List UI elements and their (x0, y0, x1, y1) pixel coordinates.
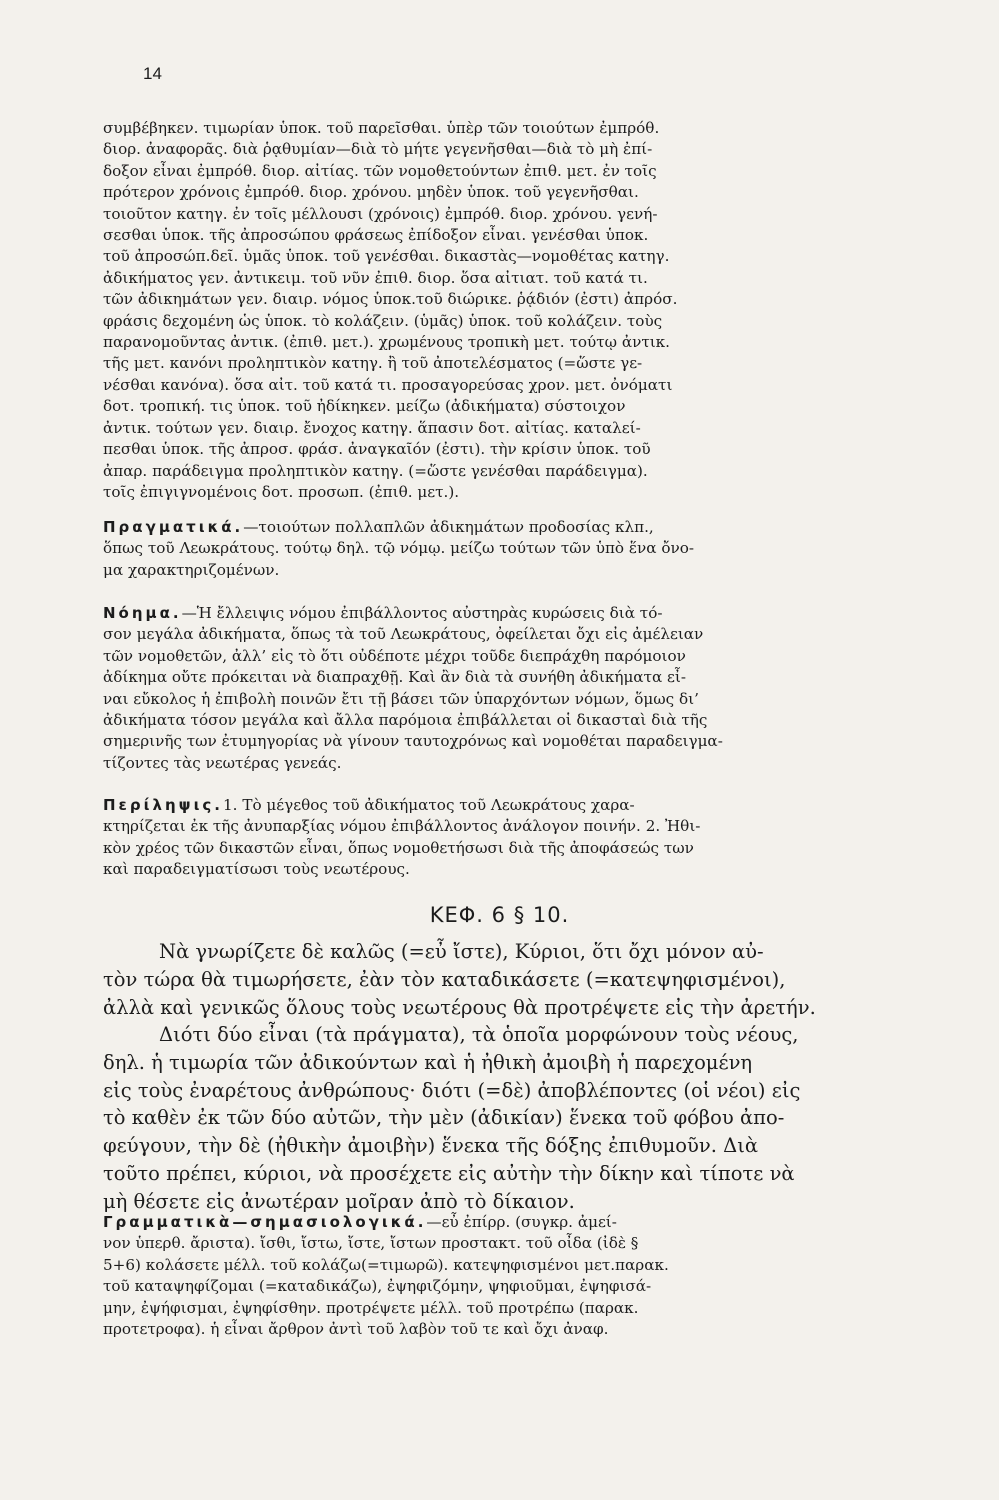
gloss-line: τῶν ἀδικημάτων γεν. διαιρ. νόμος ὑποκ.τοῦ διώρικε. ῥᾴδιόν (ἐστι) ἀπρόσ. (103, 290, 678, 309)
translation-line: Διότι δύο εἶναι (τὰ πράγματα), τὰ ὁποῖα μορφώνουν τοὺς νέους, (159, 1023, 799, 1046)
gloss-line: ἀπαρ. παράδειγμα προληπτικὸν κατηγ. (=ὥστε γενέσθαι παράδειγμα). (103, 461, 648, 480)
section-pragmatika (103, 517, 903, 581)
translation-line: τὸν τώρα θὰ τιμωρήσετε, ἐὰν τὸν καταδικάσετε (=κατεψηφισμένοι), (103, 967, 786, 991)
section-grammar (103, 1212, 903, 1340)
section-line: σημερινῆς των ἐτυμηγορίας νὰ γίνουν ταυτοχρόνως καὶ νομοθέται παραδειγμα- (103, 732, 723, 751)
grammar-line: 5+6) κολάσετε μέλλ. τοῦ κολάζω(=τιμωρῶ). κατεψηφισμένοι μετ.παρακ. (103, 1255, 669, 1274)
section-line: τῶν νομοθετῶν, ἀλλ’ εἰς τὸ ὅτι οὐδέποτε μέχρι τοῦδε διεπράχθη παρόμοιον (103, 646, 686, 665)
section-line: ἀδικήματα τόσον μεγάλα καὶ ἄλλα παρόμοια ἐπιβάλλεται οἱ δικασταὶ διὰ τῆς (103, 711, 708, 730)
gloss-line: τοιοῦτον κατηγ. ἐν τοῖς μέλλουσι (χρόνοις) ἐμπρόθ. διορ. χρόνου. γενή- (103, 204, 658, 223)
section-line: καὶ παραδειγματίσωσι τοὺς νεωτέρους. (103, 860, 410, 879)
gloss-line: ἀδικήματος γεν. ἀντικειμ. τοῦ νῦν ἐπιθ. διορ. ὅσα αἰτιατ. τοῦ κατά τι. (103, 268, 648, 287)
section-line: ἀδίκημα οὔτε πρόκειται νὰ διαπραχθῇ. Καὶ ἂν διὰ τὰ συνήθη ἀδικήματα εἶ- (103, 668, 687, 687)
grammar-line: νον ὑπερθ. ἄριστα). ἴσθι, ἴστω, ἴστε, ἴστων προστακτ. τοῦ οἶδα (ἰδὲ § (103, 1234, 639, 1253)
translation-line: τὸ καθὲν ἐκ τῶν δύο αὐτῶν, τὴν μὲν (ἀδικίαν) ἕνεκα τοῦ φόβου ἀπο- (103, 1106, 785, 1130)
translation-line: Νὰ γνωρίζετε δὲ καλῶς (=εὖ ἴστε), Κύριοι, ὅτι ὄχι μόνον αὐ- (159, 940, 764, 963)
grammar-line: μην, ἐψήφισμαι, ἐψηφίσθην. προτρέψετε μέλλ. τοῦ προτρέπω (παρακ. (103, 1298, 639, 1317)
section-line: κτηρίζεται ἐκ τῆς ἀνυπαρξίας νόμου ἐπιβάλλοντος ἀνάλογον ποινήν. 2. Ἠθι- (103, 817, 701, 836)
translation-line: εἰς τοὺς ἐναρέτους ἀνθρώπους· διότι (=δὲ) ἀποβλέποντες (οἱ νέοι) εἰς (103, 1078, 801, 1102)
gloss-line: πεσθαι ὑποκ. τῆς ἀπροσ. φράσ. ἀναγκαῖόν (ἐστι). τὴν κρίσιν ὑποκ. τοῦ (103, 440, 651, 459)
section-line: —τοιούτων πολλαπλῶν ἀδικημάτων προδοσίας κλπ., (243, 518, 654, 536)
gloss-line: νέσθαι κανόνα). ὅσα αἰτ. τοῦ κατά τι. προσαγορεύσας χρον. μετ. ὀνόματι (103, 375, 673, 394)
gloss-line: τῆς μετ. κανόνι προληπτικὸν κατηγ. ἢ τοῦ ἀποτελέσματος (=ὥστε γε- (103, 354, 643, 373)
grammar-line: τοῦ καταψηφίζομαι (=καταδικάζω), ἐψηφιζόμην, ψηφιοῦμαι, ἐψηφισά- (103, 1277, 652, 1296)
section-line: ναι εὔκολος ἡ ἐπιβολὴ ποινῶν ἔτι τῇ βάσει τῶν ὑπαρχόντων νόμων, ὅμως δι’ (103, 689, 699, 708)
translation-line: τοῦτο πρέπει, κύριοι, νὰ προσέχετε εἰς αὐτὴν τὴν δίκην καὶ τίποτε νὰ (103, 1161, 795, 1185)
gloss-line: παρανομοῦντας ἀντικ. (ἐπιθ. μετ.). χρωμένους τροπικὴ μετ. τούτῳ ἀντικ. (103, 333, 671, 352)
gloss-line: δοτ. τροπική. τις ὑποκ. τοῦ ἠδίκηκεν. μείζω (ἀδικήματα) σύστοιχον (103, 397, 626, 416)
translation-line: δηλ. ἡ τιμωρία τῶν ἀδικούντων καὶ ἡ ἠθικὴ ἀμοιβὴ ἡ παρεχομένη (103, 1050, 753, 1074)
gloss-line: φράσις δεχομένη ὡς ὑποκ. τὸ κολάζειν. (ὑμᾶς) ὑποκ. τοῦ κολάζειν. τοὺς (103, 311, 663, 330)
section-line: ὅπως τοῦ Λεωκράτους. τούτῳ δηλ. τῷ νόμῳ. μείζω τούτων τῶν ὑπὸ ἕνα ὄνο- (103, 539, 695, 558)
grammar-line: —εὖ ἐπίρρ. (συγκρ. ἀμεί- (426, 1213, 617, 1231)
translation-line: φεύγουν, τὴν δὲ (ἠθικὴν ἀμοιβὴν) ἕνεκα τῆς δόξης ἐπιθυμοῦν. Διὰ (103, 1134, 759, 1158)
section-noima (103, 603, 903, 774)
grammatical-gloss (103, 118, 903, 503)
grammar-line: προτετροφα). ἡ εἶναι ἄρθρον ἀντὶ τοῦ λαβὸν τοῦ τε καὶ ὄχι ἀναφ. (103, 1320, 609, 1339)
section-line: κὸν χρέος τῶν δικαστῶν εἶναι, ὅπως νομοθετήσωσι διὰ τῆς ἀποφάσεώς των (103, 838, 694, 857)
gloss-line: τοῖς ἐπιγιγνομένοις δοτ. προσωπ. (ἐπιθ. μετ.). (103, 482, 460, 501)
gloss-line: σεσθαι ὑποκ. τῆς ἀπροσώπου φράσεως ἐπίδοξον εἶναι. γενέσθαι ὑποκ. (103, 226, 649, 245)
translation-line: μὴ θέσετε εἰς ἀνωτέραν μοῖραν ἀπὸ τὸ δίκαιον. (103, 1189, 575, 1213)
section-title-perilipsis: Περίληψις. (103, 796, 223, 814)
section-line: 1. Τὸ μέγεθος τοῦ ἀδικήματος τοῦ Λεωκράτους χαρα- (223, 796, 635, 814)
translation-paragraph-1 (103, 938, 903, 1021)
section-perilipsis (103, 795, 903, 881)
gloss-line: πρότερον χρόνοις ἐμπρόθ. διορ. χρόνου. μηδὲν ὑποκ. τοῦ γεγενῆσθαι. (103, 183, 639, 202)
section-title-pragmatika: Πραγματικά. (103, 518, 244, 536)
translation-paragraph-2 (103, 1021, 903, 1216)
gloss-line: ἀντικ. τούτων γεν. διαιρ. ἔνοχος κατηγ. ἅπασιν δοτ. αἰτίας. καταλεί- (103, 418, 641, 437)
section-line: μα χαρακτηριζομένων. (103, 560, 280, 579)
chapter-heading: ΚΕΦ. 6 § 10. (429, 903, 570, 927)
section-line: τίζοντες τὰς νεωτέρας γενεάς. (103, 753, 342, 772)
section-line: —Ἡ ἔλλειψις νόμου ἐπιβάλλοντος αὐστηρὰς κυρώσεις διὰ τό- (181, 604, 663, 622)
gloss-line: συμβέβηκεν. τιμωρίαν ὑποκ. τοῦ παρεῖσθαι. ὑπὲρ τῶν τοιούτων ἐμπρόθ. (103, 119, 660, 137)
gloss-line: διορ. ἀναφορᾶς. διὰ ῥᾳθυμίαν—διὰ τὸ μήτε γεγενῆσθαι—διὰ τὸ μὴ ἐπί- (103, 140, 653, 159)
translation-line: ἀλλὰ καὶ γενικῶς ὅλους τοὺς νεωτέρους θὰ προτρέψετε εἰς τὴν ἀρετήν. (103, 995, 816, 1019)
section-line: σον μεγάλα ἀδικήματα, ὅπως τὰ τοῦ Λεωκράτους, ὀφείλεται ὄχι εἰς ἀμέλειαν (103, 625, 704, 644)
gloss-line: δοξον εἶναι ἐμπρόθ. διορ. αἰτίας. τῶν νομοθετούντων ἐπιθ. μετ. ἐν τοῖς (103, 161, 657, 180)
section-title-noima: Νόημα. (103, 604, 182, 622)
gloss-line: τοῦ ἀπροσώπ.δεῖ. ὑμᾶς ὑποκ. τοῦ γενέσθαι. δικαστὰς—νομοθέτας κατηγ. (103, 247, 670, 266)
page-number: 14 (143, 64, 162, 83)
section-title-grammar: Γραμματικὰ—σημασιολογικά. (103, 1213, 427, 1231)
